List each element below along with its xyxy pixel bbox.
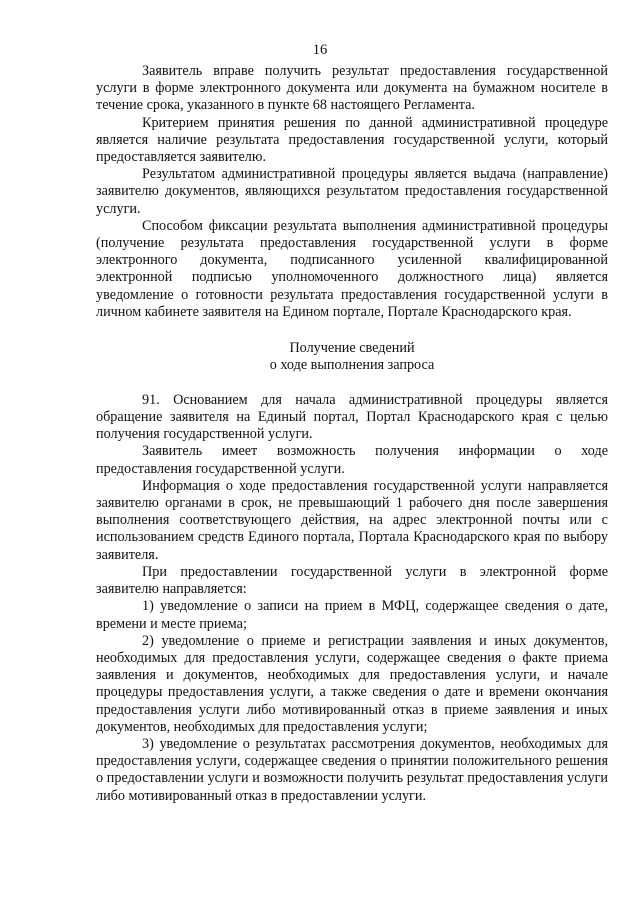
list-item-1-appointment-notice: 1) уведомление о записи на прием в МФЦ, содержащее сведения о дате, времени и месте приема; [96, 598, 608, 632]
paragraph-info-sending: Информация о ходе предоставления государственной услуги направляется заявителю органами в срок, не превышающий 1 рабочего дня после завершения выполнения соответствующего действия, на адрес электронной почты или с использованием средств Единого портала, Портала Краснодарского края по выбору заявителя. [96, 477, 608, 563]
list-item-2-registration-notice: 2) уведомление о приеме и регистрации заявления и иных документов, необходимых для предоставления услуги, содержащее сведения о факте приема заявления и документов, необходимых для предоставления услуги, и начале процедуры предоставления услуги, а также сведения о дате и времени окончания предоставления услуги либо мотивированный отказ в приеме заявления и иных документов, необходимых для предоставления услуги; [96, 632, 608, 735]
page-number: 16 [312, 42, 328, 58]
paragraph-fixation-method: Способом фиксации результата выполнения административной процедуры (получение результата предоставления государственной услуги в форме электронного документа, подписанного усиленной квалифицированной электронной подписью уполномоченного должностного лица) является уведомление о готовности результата предоставления государственной услуги в личном кабинете заявителя на Едином портале, Портале Краснодарского края. [96, 217, 608, 320]
document-body [96, 63, 608, 805]
section-heading-line-1: Получение сведений [289, 340, 415, 357]
section-heading-line-2: о ходе выполнения запроса [269, 357, 435, 374]
section-heading [96, 340, 608, 375]
paragraph-info-possibility: Заявитель имеет возможность получения информации о ходе предоставления государственной услуги. [96, 443, 608, 477]
paragraph-electronic-form-intro: При предоставлении государственной услуги в электронной форме заявителю направляется: [96, 563, 608, 598]
paragraph-result-form: Заявитель вправе получить результат предоставления государственной услуги в форме электронного документа или документа на бумажном носителе в течение срока, указанного в пункте 68 настоящего Регламента. [96, 63, 608, 114]
paragraph-procedure-result: Результатом административной процедуры является выдача (направление) заявителю документов, являющихся результатом предоставления государственной услуги. [96, 166, 608, 217]
paragraph-91-basis: 91. Основанием для начала административной процедуры является обращение заявителя на Единый портал, Портал Краснодарского края с целью получения государственной услуги. [96, 391, 608, 443]
paragraph-decision-criterion: Критерием принятия решения по данной административной процедуре является наличие результата предоставления государственной услуги, который предоставляется заявителю. [96, 114, 608, 166]
list-item-3-review-results-notice: 3) уведомление о результатах рассмотрения документов, необходимых для предоставления услуги, содержащее сведения о принятии положительного решения о предоставлении услуги и возможности получить результат предоставления услуги либо мотивированный отказ в предоставлении услуги. [96, 735, 608, 804]
